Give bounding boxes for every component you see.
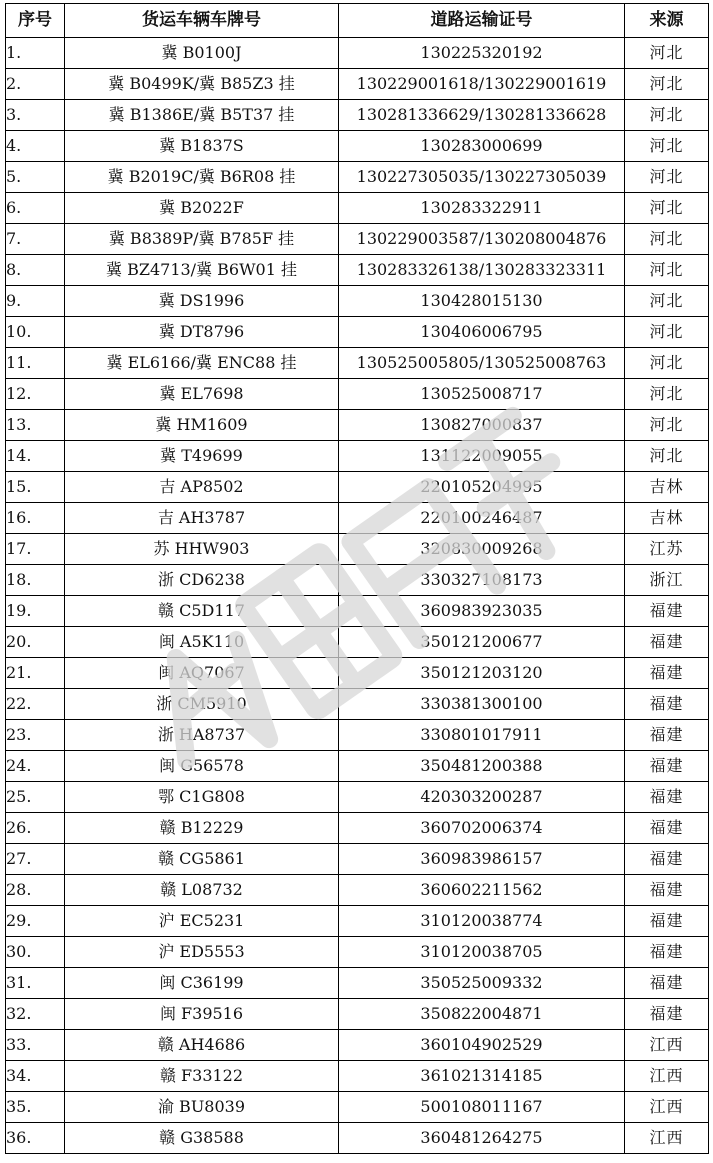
row-permit: 310120038774 [339,906,625,937]
row-index: 20. [6,627,65,658]
row-permit: 360104902529 [339,1030,625,1061]
row-plate: 冀 B0100J [65,38,339,69]
row-source: 河北 [625,348,709,379]
row-plate: 冀 EL7698 [65,379,339,410]
row-source: 福建 [625,937,709,968]
row-index: 12. [6,379,65,410]
row-permit: 360983986157 [339,844,625,875]
row-index: 36. [6,1123,65,1154]
row-permit: 130227305035/130227305039 [339,162,625,193]
row-permit: 310120038705 [339,937,625,968]
row-source: 河北 [625,193,709,224]
row-plate: 冀 HM1609 [65,410,339,441]
table-row [6,906,709,937]
table-row [6,1123,709,1154]
row-source: 福建 [625,658,709,689]
table-row [6,968,709,999]
vehicle-table [5,3,709,1154]
row-index: 18. [6,565,65,596]
table-row [6,596,709,627]
row-index: 21. [6,658,65,689]
row-permit: 360983923035 [339,596,625,627]
row-index: 6. [6,193,65,224]
row-source: 河北 [625,441,709,472]
header-source: 来源 [625,4,709,38]
row-source: 河北 [625,69,709,100]
row-permit: 420303200287 [339,782,625,813]
row-plate: 赣 C5D117 [65,596,339,627]
row-source: 福建 [625,999,709,1030]
row-index: 22. [6,689,65,720]
row-source: 福建 [625,968,709,999]
row-permit: 361021314185 [339,1061,625,1092]
table-row [6,844,709,875]
table-row [6,131,709,162]
row-permit: 130283322911 [339,193,625,224]
row-index: 17. [6,534,65,565]
row-plate: 冀 DS1996 [65,286,339,317]
row-index: 33. [6,1030,65,1061]
row-permit: 130406006795 [339,317,625,348]
row-index: 5. [6,162,65,193]
row-plate: 闽 F39516 [65,999,339,1030]
row-source: 河北 [625,162,709,193]
table-row [6,720,709,751]
row-source: 福建 [625,906,709,937]
table-row [6,813,709,844]
row-plate: 赣 F33122 [65,1061,339,1092]
row-index: 2. [6,69,65,100]
row-index: 16. [6,503,65,534]
row-plate: 浙 CD6238 [65,565,339,596]
row-index: 30. [6,937,65,968]
row-source: 河北 [625,131,709,162]
row-permit: 320830009268 [339,534,625,565]
row-plate: 冀 EL6166/冀 ENC88 挂 [65,348,339,379]
table-row [6,875,709,906]
row-source: 河北 [625,286,709,317]
row-source: 吉林 [625,472,709,503]
table-row [6,38,709,69]
table-row [6,69,709,100]
row-plate: 闽 AQ7067 [65,658,339,689]
row-source: 福建 [625,751,709,782]
row-permit: 330381300100 [339,689,625,720]
table-row [6,441,709,472]
row-plate: 赣 CG5861 [65,844,339,875]
row-permit: 130283326138/130283323311 [339,255,625,286]
row-source: 江西 [625,1123,709,1154]
table-row [6,1030,709,1061]
table-row [6,410,709,441]
table-row [6,255,709,286]
table-row [6,782,709,813]
row-index: 15. [6,472,65,503]
table-row [6,379,709,410]
row-permit: 220100246487 [339,503,625,534]
row-permit: 350121203120 [339,658,625,689]
row-index: 7. [6,224,65,255]
row-source: 河北 [625,317,709,348]
row-plate: 冀 T49699 [65,441,339,472]
row-permit: 220105204995 [339,472,625,503]
row-plate: 浙 CM5910 [65,689,339,720]
row-source: 河北 [625,379,709,410]
row-permit: 130525005805/130525008763 [339,348,625,379]
row-index: 35. [6,1092,65,1123]
row-plate: 沪 ED5553 [65,937,339,968]
row-plate: 冀 B1837S [65,131,339,162]
row-source: 福建 [625,844,709,875]
row-plate: 赣 L08732 [65,875,339,906]
row-source: 福建 [625,689,709,720]
row-plate: 浙 HA8737 [65,720,339,751]
table-row [6,627,709,658]
row-permit: 330327108173 [339,565,625,596]
row-source: 河北 [625,224,709,255]
row-index: 13. [6,410,65,441]
row-source: 河北 [625,100,709,131]
row-source: 吉林 [625,503,709,534]
row-permit: 350822004871 [339,999,625,1030]
row-index: 8. [6,255,65,286]
row-plate: 闽 C36199 [65,968,339,999]
table-row [6,193,709,224]
row-source: 河北 [625,38,709,69]
table-row [6,689,709,720]
table-row [6,348,709,379]
row-source: 江苏 [625,534,709,565]
row-permit: 350481200388 [339,751,625,782]
row-plate: 苏 HHW903 [65,534,339,565]
row-index: 1. [6,38,65,69]
table-header [6,4,709,38]
row-index: 25. [6,782,65,813]
row-plate: 闽 A5K110 [65,627,339,658]
row-plate: 吉 AH3787 [65,503,339,534]
row-permit: 130827000837 [339,410,625,441]
row-plate: 冀 B0499K/冀 B85Z3 挂 [65,69,339,100]
row-permit: 130283000699 [339,131,625,162]
table-row [6,1092,709,1123]
header-index: 序号 [6,4,65,38]
row-plate: 赣 AH4686 [65,1030,339,1061]
row-permit: 350121200677 [339,627,625,658]
table-row [6,317,709,348]
row-index: 4. [6,131,65,162]
row-plate: 冀 B2022F [65,193,339,224]
table-row [6,999,709,1030]
row-plate: 沪 EC5231 [65,906,339,937]
row-index: 26. [6,813,65,844]
row-source: 福建 [625,782,709,813]
row-permit: 360702006374 [339,813,625,844]
table-row [6,658,709,689]
row-permit: 360602211562 [339,875,625,906]
row-plate: 渝 BU8039 [65,1092,339,1123]
row-permit: 130525008717 [339,379,625,410]
row-index: 29. [6,906,65,937]
row-permit: 330801017911 [339,720,625,751]
row-plate: 冀 B8389P/冀 B785F 挂 [65,224,339,255]
row-source: 河北 [625,255,709,286]
row-permit: 130225320192 [339,38,625,69]
table-row [6,503,709,534]
row-permit: 500108011167 [339,1092,625,1123]
row-source: 江西 [625,1030,709,1061]
table-row [6,534,709,565]
row-plate: 赣 B12229 [65,813,339,844]
row-source: 浙江 [625,565,709,596]
row-index: 14. [6,441,65,472]
table-row [6,1061,709,1092]
row-permit: 350525009332 [339,968,625,999]
row-index: 24. [6,751,65,782]
row-plate: 冀 B1386E/冀 B5T37 挂 [65,100,339,131]
row-index: 34. [6,1061,65,1092]
row-index: 31. [6,968,65,999]
row-plate: 鄂 C1G808 [65,782,339,813]
row-plate: 闽 G56578 [65,751,339,782]
header-row [6,4,709,38]
header-plate: 货运车辆车牌号 [65,4,339,38]
row-permit: 130281336629/130281336628 [339,100,625,131]
row-index: 9. [6,286,65,317]
row-plate: 冀 DT8796 [65,317,339,348]
table-row [6,100,709,131]
row-plate: 赣 G38588 [65,1123,339,1154]
row-permit: 131122009055 [339,441,625,472]
row-index: 23. [6,720,65,751]
row-index: 27. [6,844,65,875]
row-source: 福建 [625,627,709,658]
row-plate: 冀 B2019C/冀 B6R08 挂 [65,162,339,193]
row-index: 28. [6,875,65,906]
row-permit: 360481264275 [339,1123,625,1154]
row-index: 32. [6,999,65,1030]
row-plate: 吉 AP8502 [65,472,339,503]
table-row [6,286,709,317]
row-index: 10. [6,317,65,348]
table-row [6,751,709,782]
row-index: 11. [6,348,65,379]
table-body [6,38,709,1154]
row-source: 江西 [625,1061,709,1092]
row-permit: 130229003587/130208004876 [339,224,625,255]
row-source: 河北 [625,410,709,441]
row-source: 福建 [625,813,709,844]
table-row [6,937,709,968]
row-source: 福建 [625,875,709,906]
row-permit: 130428015130 [339,286,625,317]
header-permit: 道路运输证号 [339,4,625,38]
row-permit: 130229001618/130229001619 [339,69,625,100]
row-plate: 冀 BZ4713/冀 B6W01 挂 [65,255,339,286]
table-row [6,472,709,503]
row-index: 3. [6,100,65,131]
row-source: 福建 [625,720,709,751]
row-index: 19. [6,596,65,627]
table-row [6,162,709,193]
table-row [6,224,709,255]
table-row [6,565,709,596]
row-source: 福建 [625,596,709,627]
row-source: 江西 [625,1092,709,1123]
